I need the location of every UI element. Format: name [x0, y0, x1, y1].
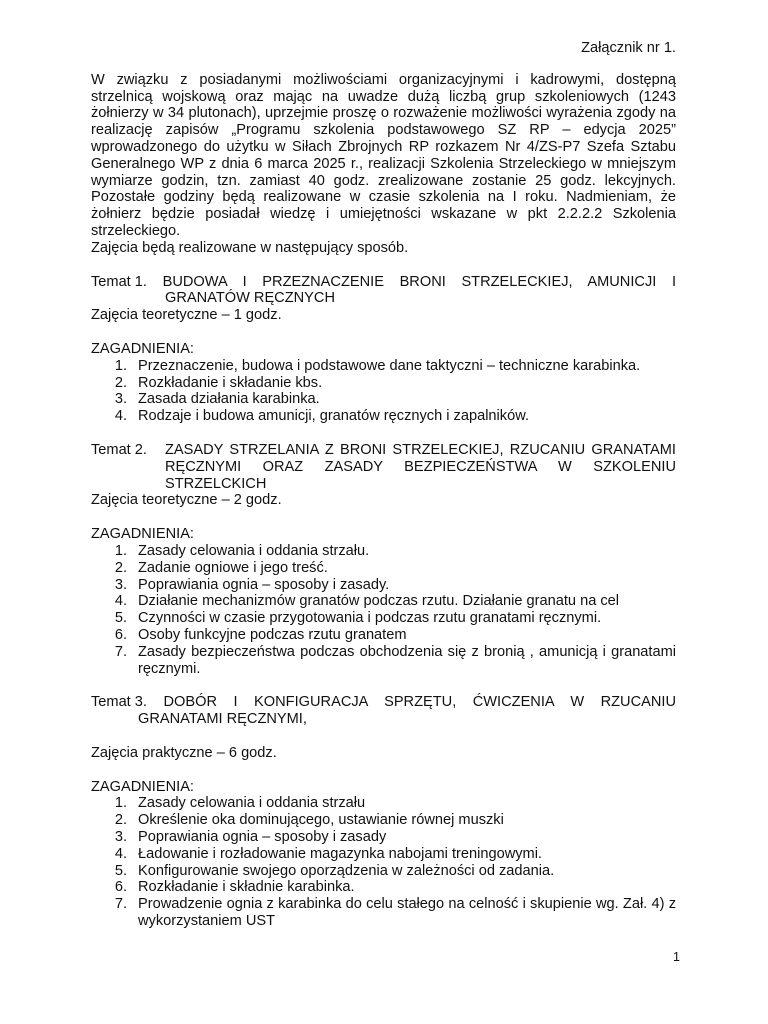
list-item — [91, 391, 676, 408]
list-item-text: Ładowanie i rozładowanie magazynka nabojami treningowymi. — [138, 845, 542, 862]
list-number: 6. — [114, 626, 127, 643]
list-item — [91, 812, 676, 829]
list-item-text: Przeznaczenie, budowa i podstawowe dane taktyczni – techniczne karabinka. — [138, 357, 641, 374]
list-number: 1. — [114, 542, 127, 559]
list-number: 7. — [114, 896, 127, 913]
topic-2-heading — [91, 442, 676, 492]
document-page — [91, 40, 676, 930]
list-item — [91, 560, 676, 577]
topic-1-prefix: Temat 1. — [91, 273, 147, 290]
topic-1-hours: Zajęcia teoretyczne – 1 godz. — [91, 307, 282, 324]
topic-1-issues-list — [91, 358, 676, 425]
list-item-text: Określenie oka dominującego, ustawianie równej muszki — [138, 812, 504, 829]
topic-3-prefix: Temat 3. — [91, 694, 147, 711]
list-item — [91, 829, 676, 846]
intro-paragraph: W związku z posiadanymi możliwościami organizacyjnymi i kadrowymi, dostępną strzelnicą wojskową oraz mając na uwadze dużą liczbą grup szkoleniowych (1243 żołnierzy w 34 plutonach), uprzejmie proszę o rozważenie możliwości wyrażenia zgody na realizację zapisów „Programu szkolenia podstawowego SZ RP – edycja 2025” wprowadzonego do użytku w Siłach Zbrojnych RP rozkazem Nr 4/ZS-P7 Szefa Sztabu Generalnego WP z dnia 6 marca 2025 r., realizacji Szkolenia Strzeleckiego w mniejszym wymiarze godzin, tzn. zamiast 40 godz. zrealizowane zostanie 25 godz. lekcyjnych. Pozostałe godziny będą realizowane w czasie szkolenia na I roku. Nadmieniam, że żołnierz będzie posiadał wiedzę i umiejętności wskazane w pkt 2.2.2.2 Szkolenia strzeleckiego. — [91, 71, 676, 239]
list-item — [91, 795, 676, 812]
topic-1-heading — [91, 274, 676, 308]
list-item — [91, 846, 676, 863]
list-number: 7. — [114, 643, 127, 660]
list-number: 4. — [114, 593, 127, 610]
list-item — [91, 358, 676, 375]
list-item — [91, 408, 676, 425]
list-item-text: Poprawiania ognia – sposoby i zasady — [138, 829, 387, 846]
list-item-text: Zasady celowania i oddania strzału. — [138, 542, 370, 559]
list-item-text: Zasady bezpieczeństwa podczas obchodzenia się z bronią , amunicją i granatami ręcznymi. — [138, 643, 676, 677]
list-item — [91, 577, 676, 594]
topic-3-heading — [91, 694, 676, 728]
topic-2-issues-heading: ZAGADNIENIA: — [91, 526, 194, 543]
list-item-text: Poprawiania ognia – sposoby i zasady. — [138, 576, 390, 593]
list-item-text: Zadanie ogniowe i jego treść. — [138, 559, 328, 576]
list-item — [91, 593, 676, 610]
topic-3-issues-heading: ZAGADNIENIA: — [91, 778, 194, 795]
list-item-text: Działanie mechanizmów granatów podczas rzutu. Działanie granatu na cel — [138, 593, 620, 610]
intro-closing-line: Zajęcia będą realizowane w następujący sposób. — [91, 239, 409, 256]
topic-3-title: DOBÓR I KONFIGURACJA SPRZĘTU, ĆWICZENIA W RZUCANIU GRANATAMI RĘCZNYMI, — [138, 694, 676, 728]
list-number: 1. — [114, 357, 127, 374]
list-number: 1. — [114, 795, 127, 812]
list-item — [91, 896, 676, 930]
list-item — [91, 879, 676, 896]
list-item-text: Prowadzenie ognia z karabinka do celu stałego na celność i skupienie wg. Zał. 4) z wykorzystaniem UST — [138, 896, 676, 930]
topic-3-issues-list — [91, 795, 676, 929]
list-item — [91, 610, 676, 627]
page-number: 1 — [673, 950, 680, 964]
list-number: 5. — [114, 610, 127, 627]
topic-3-section — [91, 694, 676, 930]
topic-1-section — [91, 274, 676, 425]
topic-2-issues-list — [91, 543, 676, 677]
list-item — [91, 543, 676, 560]
list-number: 3. — [114, 576, 127, 593]
attachment-label: Załącznik nr 1. — [581, 40, 676, 56]
list-number: 4. — [114, 845, 127, 862]
list-item-text: Konfigurowanie swojego oporządzenia w zależności od zadania. — [138, 862, 555, 879]
list-number: 2. — [114, 812, 127, 829]
list-item-text: Rozkładanie i składnie karabinka. — [138, 879, 355, 896]
topic-1-issues-heading: ZAGADNIENIA: — [91, 340, 194, 357]
list-item-text: Czynności w czasie przygotowania i podczas rzutu granatami ręcznymi. — [138, 610, 602, 627]
list-item — [91, 644, 676, 678]
list-item — [91, 627, 676, 644]
list-item-text: Rodzaje i budowa amunicji, granatów ręcznych i zapalników. — [138, 408, 529, 425]
list-item — [91, 375, 676, 392]
list-number: 5. — [114, 862, 127, 879]
topic-1-title: BUDOWA I PRZEZNACZENIE BRONI STRZELECKIEJ, AMUNICJI I GRANATÓW RĘCZNYCH — [162, 273, 676, 307]
list-number: 4. — [114, 408, 127, 425]
topic-2-title: ZASADY STRZELANIA Z BRONI STRZELECKIEJ, RZUCANIU GRANATAMI RĘCZNYMI ORAZ ZASADY BEZPIECZEŃSTWA W SZKOLENIU STRZELCKICH — [165, 441, 676, 492]
topic-2-prefix: Temat 2. — [91, 441, 147, 458]
list-item — [91, 863, 676, 880]
list-item-text: Rozkładanie i składanie kbs. — [138, 374, 323, 391]
list-number: 2. — [114, 559, 127, 576]
list-number: 2. — [114, 374, 127, 391]
list-item-text: Zasady celowania i oddania strzału — [138, 795, 366, 812]
topic-2-hours: Zajęcia teoretyczne – 2 godz. — [91, 492, 282, 509]
list-item-text: Zasada działania karabinka. — [138, 391, 320, 408]
topic-3-hours: Zajęcia praktyczne – 6 godz. — [91, 744, 277, 761]
list-number: 3. — [114, 391, 127, 408]
list-number: 6. — [114, 879, 127, 896]
topic-2-section — [91, 442, 676, 677]
list-item-text: Osoby funkcyjne podczas rzutu granatem — [138, 626, 407, 643]
list-number: 3. — [114, 829, 127, 846]
